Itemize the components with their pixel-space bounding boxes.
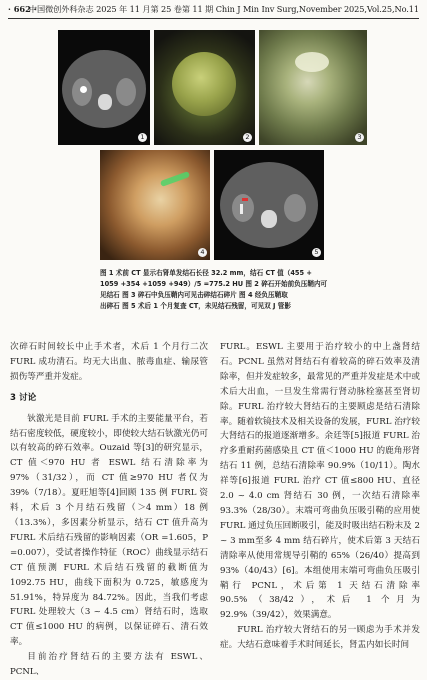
ct-kidney-right	[116, 78, 136, 106]
paragraph: 钬激光是目前 FURL 手术的主要能量平台，若结石密度较低，硬度较小，即使较大结石钬激光仍可以有较高的碎石效率。Ouzaid 等[3]的研究显示，CT 值＜970 HU 者 ESWL 结石清除率为 97%（31/32），而 CT 值≥970 HU 者仅为 39%（7/18）。夏旺旭等[4]回顾 135 例 FURL 资料，术后 3 个月结石残留（＞4 mm）18 例（13.3%），多因素分析显示，结石 CT 值升高为 FURL 术后结石残留的影响因素（OR =1.605，P =0.007），受试者操作特征（ROC）曲线显示结石 CT 值预测 FURL 术后结石残留的截断值为 1092.75 HU，曲线下面积为 0.725，敏感度为 51.91%，特异度为 84.72%。因此，当我们考虑 FURL 处理较大（3 ~ 4.5 cm）肾结石时，选取 CT 值≤1000 HU 的病例，以保证碎石、清石效率。	[10, 413, 208, 648]
header-divider	[8, 18, 419, 19]
green-laser-beam	[160, 171, 190, 187]
page-number: · 662 ·	[8, 4, 37, 14]
figure-4-endoscopy	[100, 150, 210, 260]
stone-marker	[80, 86, 87, 93]
laser-glow	[295, 52, 329, 72]
figure-caption	[100, 268, 328, 312]
figure-label: 4	[198, 248, 207, 257]
paragraph: FURL 治疗较大肾结石的另一顾虑为手术并发症。大结石意味着手术时间延长，肾盂内如长时间	[220, 625, 420, 651]
page-header	[8, 4, 419, 18]
caption-line: 出碎石 图 5 术后 1 个月复查 CT，未见结石残留，可见双 J 管影	[100, 302, 291, 310]
figure-1-ct	[58, 30, 150, 145]
figure-2-endoscopy	[154, 30, 255, 145]
left-column	[10, 340, 208, 680]
ct-spine	[98, 94, 112, 110]
journal-info: 中国微创外科杂志 2025 年 11 月第 25 卷第 11 期 Chin J Min Inv Surg,November 2025,Vol.25,No.11	[28, 4, 419, 14]
figure-label: 5	[312, 248, 321, 257]
figure-label: 3	[355, 133, 364, 142]
red-marker	[242, 198, 248, 201]
caption-line: 1059 +354 +1059 +949）/5 =775.2 HU 图 2 碎石开始前负压鞘内可	[100, 280, 328, 288]
ct-spine	[261, 210, 277, 228]
paragraph: 目前治疗肾结石的主要方法有 ESWL、PCNL、	[10, 652, 208, 678]
figure-5-ct	[214, 150, 324, 260]
caption-line: 见结石 图 3 碎石中负压鞘内可见击碎结石碎片 图 4 经负压鞘取	[100, 291, 288, 299]
caption-line: 图 1 术前 CT 显示右肾单发结石长径 32.2 mm，结石 CT 值（455 +	[100, 269, 312, 277]
section-heading: 3 讨论	[10, 392, 37, 403]
paragraph: FURL。ESWL 主要用于治疗较小的中上盏肾结石。PCNL 虽然对肾结石有着较高的碎石效率及清除率，但并发症较多，最常见的严重并发症是术中或术后大出血，一旦发生常需行肾动脉栓塞甚至肾切除。FURL 治疗较大肾结石的主要顾虑是结石清除率。随着软镜技术及相关设备的发展，FURL 治疗较大肾结石的报道逐渐增多。余廷等[5]报道 FURL 治疗多重耐药菌感染且 CT 值＜1000 HU 的鹿角形肾结石 11 例，总结石清除率 90.9%（10/11）。陶水祥等[6]报道 FURL 治疗 CT 值≤800 HU、直径 2.0 ~ 4.0 cm 肾结石 30 例，一次结石清除率 93.3%（28/30）。末端可弯曲负压吸引鞘的应用使 FURL 通过负压回断吸引，能及时吸出结石粉末及 2 ~ 3 mm至多 4 mm 结石碎片，使术后第 3 天结石清除率从使用常规导引鞘的 65%（26/40）提高到 93%（40/43）[6]。本组使用末端可弯曲负压吸引鞘行 PCNL，术后第 1 天结石清除率 90.5%（38/42），术后 1 个月为 92.9%（39/42），效果满意。	[220, 342, 420, 621]
ct-kidney-right	[284, 194, 306, 222]
figure-label: 2	[243, 133, 252, 142]
paragraph: 次碎石时间较长中止手术者，术后 1 个月行二次 FURL 成功清石。均无大出血、脓毒血症、输尿管损伤等严重并发症。	[10, 342, 208, 382]
figure-label: 1	[138, 133, 147, 142]
double-j-stent	[240, 204, 243, 214]
right-column	[220, 340, 420, 653]
figure-3-endoscopy	[259, 30, 367, 145]
stone-image	[172, 52, 236, 116]
